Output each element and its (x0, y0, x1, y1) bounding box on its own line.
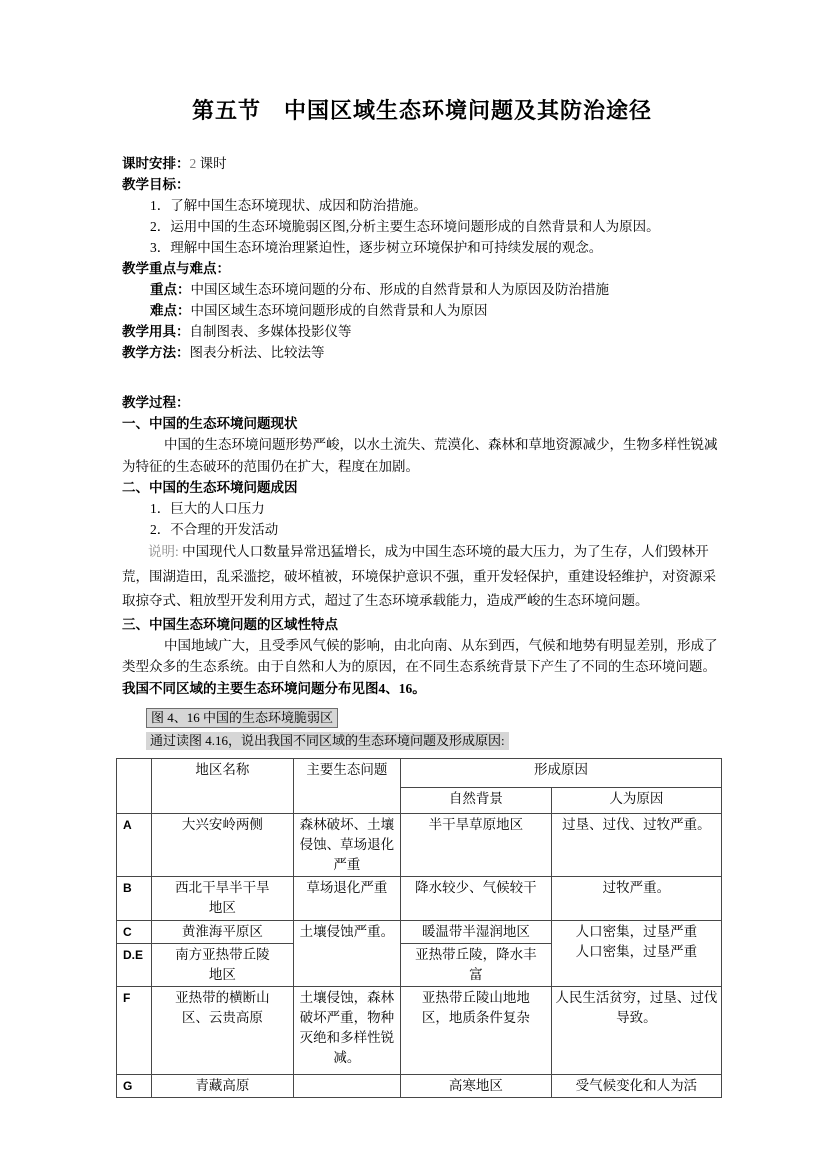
page-title: 第五节 中国区域生态环境问题及其防治途径 (191, 98, 652, 123)
note-text: 中国现代人口数量异常迅猛增长，成为中国生态环境的最大压力，为了生存，人们毁林开荒，围湖造田，乱采滥挖，破坏植被，环境保护意识不强，重开发轻保护，重建设轻维护，对资源采取掠夺式、粗放型开发利用方式，超过了生态环境承载能力，造成严峻的生态环境问题。 (122, 544, 716, 608)
section1-body: 中国的生态环境问题形势严峻，以水土流失、荒漠化、森林和草地资源减少，生物多样性锐减为特征的生态破环的范围仍在扩大，程度在加剧。 (122, 437, 718, 474)
table-header-row-1 (117, 759, 722, 788)
cell-id: A (117, 814, 152, 877)
table-row-f (117, 987, 722, 1075)
class-hours-line (122, 153, 722, 174)
methods-label: 教学方法： (122, 345, 190, 360)
cell-human: 受气候变化和人为活 (551, 1075, 721, 1098)
cell-natural: 降水较少、气候较干 (400, 877, 551, 921)
cell-id: G (117, 1075, 152, 1098)
cell-natural: 半干旱草原地区 (400, 814, 551, 877)
table-row-b (117, 877, 722, 921)
difficulty-text: 中国区域生态环境问题形成的自然背景和人为原因 (190, 303, 488, 318)
section2-heading: 二、中国的生态环境问题成因 (122, 480, 298, 495)
tools-label: 教学用具： (122, 324, 190, 339)
table-row-g (117, 1075, 722, 1098)
section3-body-text: 中国地域广大，且受季风气候的影响，由北向南、从东到西，气候和地势有明显差别，形成了类型众多的生态系统。由于自然和人为的原因，在不同生态系统背景下产生了不同的生态环境问题。 (122, 637, 718, 674)
cell-id: B (117, 877, 152, 921)
section1-heading: 一、中国的生态环境问题现状 (122, 416, 298, 431)
cell-region: 黄淮海平原区 (151, 921, 293, 944)
table-row-a (117, 814, 722, 877)
cell-id: D.E (117, 944, 152, 987)
cell-id: F (117, 987, 152, 1075)
objective-item-3: 3．理解中国生态环境治理紧迫性，逐步树立环境保护和可持续发展的观念。 (150, 240, 603, 255)
header-cell-human: 人为原因 (551, 788, 721, 814)
cell-human-line-2: 人口密集，过垦严重 (575, 944, 698, 959)
cell-problem: 草场退化严重 (293, 877, 400, 921)
cell-human-line-1: 人口密集，过垦严重 (575, 924, 698, 939)
cell-human: 过牧严重。 (551, 877, 721, 921)
cell-human: 人民生活贫穷，过垦、过伐导致。 (551, 987, 721, 1075)
class-hours-unit: 课时 (196, 156, 227, 171)
process-heading: 教学过程： (122, 395, 190, 410)
difficulty-line (122, 300, 722, 321)
cell-problem-merged: 土壤侵蚀严重。 (293, 921, 400, 987)
cell-region: 亚热带的横断山区、云贵高原 (151, 987, 293, 1075)
section3-body (122, 635, 722, 700)
note-label: 说明: (148, 544, 179, 559)
focus-line (122, 279, 722, 300)
section2-note (122, 540, 722, 614)
figure-caption: 图 4、16 中国的生态环境脆弱区 (146, 708, 338, 728)
cell-human-merged (551, 921, 721, 987)
focus-label: 重点： (150, 282, 191, 297)
focus-difficulty-heading: 教学重点与难点： (122, 261, 230, 276)
header-cell-blank (117, 759, 152, 814)
cell-region: 南方亚热带丘陵地区 (151, 944, 293, 987)
cell-problem: 土壤侵蚀，森林破坏严重，物种灭绝和多样性锐减。 (293, 987, 400, 1075)
section3-heading: 三、中国生态环境问题的区域性特点 (122, 616, 338, 632)
cell-natural: 暖温带半湿润地区 (400, 921, 551, 944)
objective-item-2: 2．运用中国的生态环境脆弱区图,分析主要生态环境问题形成的自然背景和人为原因。 (150, 219, 660, 234)
cell-problem (293, 1075, 400, 1098)
focus-text: 中国区域生态环境问题的分布、形成的自然背景和人为原因及防治措施 (190, 282, 609, 297)
objectives-heading: 教学目标： (122, 177, 190, 192)
header-cell-natural: 自然背景 (400, 788, 551, 814)
section2-item-1: 1．巨大的人口压力 (150, 501, 265, 516)
cell-region: 青藏高原 (151, 1075, 293, 1098)
section2-item-2: 2．不合理的开发活动 (150, 522, 279, 537)
cell-id: C (117, 921, 152, 944)
header-cell-cause: 形成原因 (400, 759, 721, 788)
cell-region: 西北干旱半干旱地区 (151, 877, 293, 921)
class-hours-label: 课时安排： (122, 156, 190, 171)
cell-natural: 亚热带丘陵，降水丰富 (400, 944, 551, 987)
class-hours-value: 2 (189, 156, 197, 171)
figure-prompt: 通过读图 4.16，说出我国不同区域的生态环境问题及形成原因: (146, 732, 509, 750)
objective-item-1: 1．了解中国生态环境现状、成因和防治措施。 (150, 198, 427, 213)
cell-natural: 高寒地区 (400, 1075, 551, 1098)
section3-body-bold: 我国不同区域的主要生态环境问题分布见图4、16。 (122, 680, 426, 696)
cell-human: 过垦、过伐、过牧严重。 (551, 814, 721, 877)
eco-problems-table (116, 758, 722, 1098)
cell-problem: 森林破坏、土壤侵蚀、草场退化严重 (293, 814, 400, 877)
methods-line (122, 342, 722, 363)
header-cell-region: 地区名称 (151, 759, 293, 814)
cell-natural: 亚热带丘陵山地地区，地质条件复杂 (400, 987, 551, 1075)
tools-line (122, 321, 722, 342)
tools-text: 自制图表、多媒体投影仪等 (189, 324, 352, 339)
cell-region: 大兴安岭两侧 (151, 814, 293, 877)
header-cell-problem: 主要生态问题 (293, 759, 400, 814)
methods-text: 图表分析法、比较法等 (189, 345, 325, 360)
difficulty-label: 难点： (150, 303, 191, 318)
table-row-c (117, 921, 722, 944)
